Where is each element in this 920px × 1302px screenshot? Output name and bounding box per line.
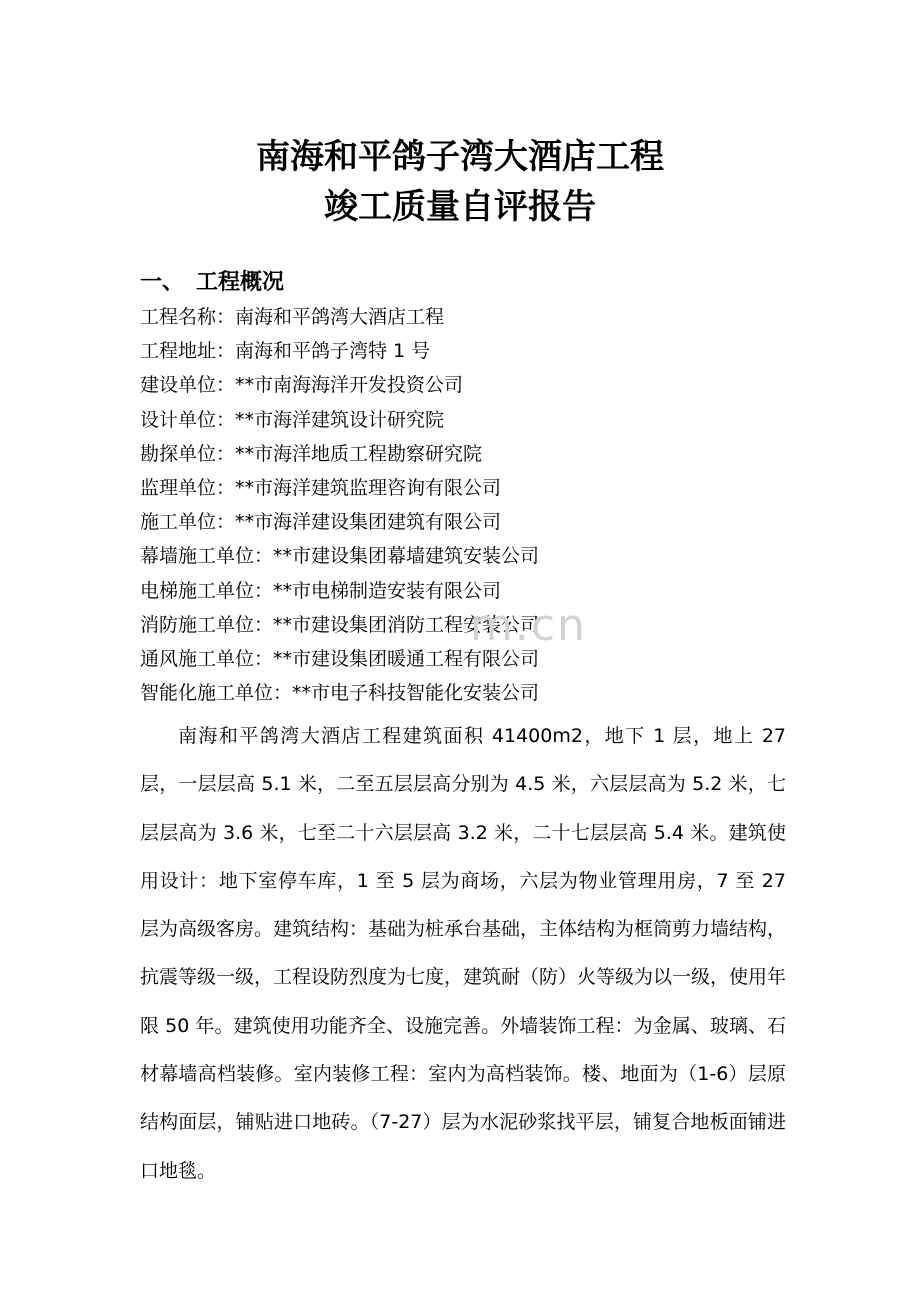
watermark: m.cn <box>470 600 587 651</box>
section-number: 一、 <box>140 270 185 295</box>
document-subtitle: 竣工质量自评报告 <box>324 187 596 227</box>
info-project-address: 工程地址：南海和平鸽子湾特 1 号 <box>140 340 431 363</box>
project-info-list <box>140 300 800 710</box>
info-elevator-unit: 电梯施工单位：**市电梯制造安装有限公司 <box>140 579 502 602</box>
document-title: 南海和平鸽子湾大酒店工程 <box>256 137 664 177</box>
info-supervision-unit: 监理单位：**市海洋建筑监理咨询有限公司 <box>140 477 502 500</box>
info-intelligent-systems-unit: 智能化施工单位：**市电子科技智能化安装公司 <box>140 682 540 705</box>
info-design-unit: 设计单位：**市海洋建筑设计研究院 <box>140 408 445 431</box>
info-fire-protection-unit: 消防施工单位：**市建设集团消防工程安装公司 <box>140 613 540 636</box>
section-title: 工程概况 <box>196 270 285 295</box>
section-project-overview <box>140 266 800 710</box>
info-curtain-wall-unit: 幕墙施工单位：**市建设集团幕墙建筑安装公司 <box>140 545 540 568</box>
info-project-name: 工程名称：南海和平鸽湾大酒店工程 <box>140 306 445 328</box>
info-contractor-unit: 施工单位：**市海洋建设集团建筑有限公司 <box>140 511 502 534</box>
project-description-paragraph: 南海和平鸽湾大酒店工程建筑面积 41400m2，地下 1 层，地上 27 层，一层层高 5.1 米，二至五层层高分别为 4.5 米，六层层高为 5.2 米，七层层高为 3.6 米，七至二十六层层高 3.2 米，二十七层层高 5.4 米。建筑使用设计：地下室停车库，1 至 5 层为商场，六层为物业管理用房，7 至 27 层为高级客房。建筑结构：基础为桩承台基础，主体结构为框筒剪力墙结构，抗震等级一级，工程设防烈度为七度，建筑耐（防）火等级为以一级，使用年限 50 年。建筑使用功能齐全、设施完善。外墙装饰工程：为金属、玻璃、石材幕墙高档装修。室内装修工程：室内为高档装饰。楼、地面为（1-6）层原结构面层，铺贴进口地砖。（7-27）层为水泥砂浆找平层，铺复合地板面铺进口地毯。 <box>140 725 787 1182</box>
info-ventilation-unit: 通风施工单位：**市建设集团暖通工程有限公司 <box>140 648 540 671</box>
section-heading <box>140 266 800 300</box>
info-construction-unit: 建设单位：**市南海海洋开发投资公司 <box>140 374 464 397</box>
title-block <box>0 132 920 232</box>
info-survey-unit: 勘探单位：**市海洋地质工程勘察研究院 <box>140 442 483 465</box>
